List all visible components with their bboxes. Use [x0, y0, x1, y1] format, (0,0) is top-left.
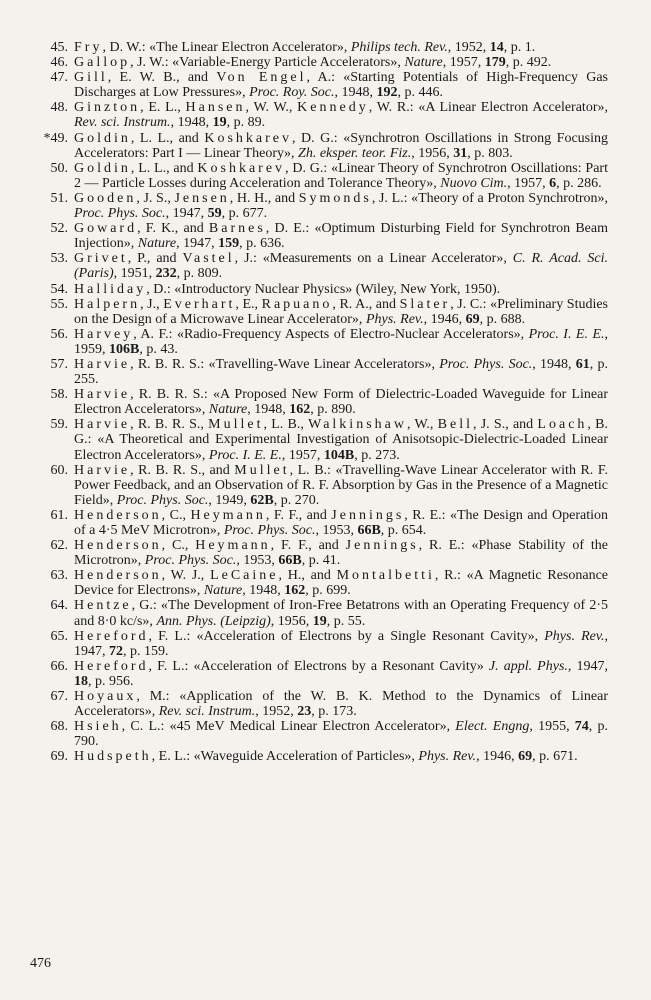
reference-text: , p. 286.	[556, 175, 602, 191]
reference-text: , 1949,	[208, 492, 251, 508]
journal-title: Proc. Roy. Soc.	[249, 85, 335, 101]
volume-number: 179	[484, 55, 506, 71]
reference-item	[28, 417, 608, 462]
reference-text: , p. 688.	[479, 311, 526, 327]
reference-item	[28, 629, 608, 659]
reference-text: , G.: «The Development of Iron-Free Betatrons with an Operating Frequency of 2·5 and 8·0 kc/s»,	[74, 598, 608, 629]
reference-text: , 1947,	[176, 236, 219, 252]
reference-number: 61.	[50, 507, 68, 523]
volume-number: 66B	[357, 523, 381, 538]
reference-item	[28, 598, 608, 628]
reference-text: , 1957,	[281, 447, 324, 463]
reference-text: , D. G.: «Synchrotron Oscillations in Strong Focusing Accelerators: Part I — Linear Theory»,	[74, 130, 608, 161]
reference-item	[28, 251, 608, 281]
reference-text: , 1947,	[567, 658, 609, 674]
journal-title: Ann. Phys. (Leipzig)	[156, 613, 271, 629]
reference-text: , 1948,	[247, 402, 290, 418]
reference-text: , D. G.: «Linear Theory of Synchrotron Oscillations: Part 2 — Particle Losses during Acceleration and Tolerance Theory»,	[74, 160, 608, 191]
author-name: Gill	[74, 70, 108, 86]
reference-list	[28, 40, 608, 765]
journal-title: Proc. Phys. Soc.	[144, 553, 237, 569]
reference-text: , J. W.: «Variable-Energy Particle Accelerators»,	[130, 55, 405, 71]
reference-text: , R. B. R. S.,	[130, 417, 209, 433]
reference-text: , R. A., and	[332, 296, 400, 312]
journal-title: C. R. Acad. Sci. (Paris)	[74, 251, 608, 282]
reference-text: , C.,	[161, 538, 196, 554]
reference-text: , 1952,	[255, 704, 298, 720]
author-name: Montalbetti	[336, 568, 435, 584]
reference-text: , p. 803.	[467, 145, 513, 161]
reference-text: , W.,	[406, 417, 438, 433]
reference-text: , p. 273.	[354, 447, 400, 463]
reference-number: 54.	[50, 281, 68, 297]
reference-number: 52.	[50, 221, 68, 237]
reference-number: 69.	[50, 749, 68, 765]
reference-text: , p. 492.	[505, 55, 552, 71]
reference-text: , 1952,	[447, 40, 490, 55]
author-name: Gooden	[74, 190, 137, 206]
author-name: Henderson	[74, 538, 162, 554]
author-name: Jensen	[174, 190, 230, 206]
reference-text: , L. L., and	[130, 130, 205, 146]
author-name: Von Engel	[216, 70, 307, 86]
reference-text: , H. H., and	[229, 190, 299, 206]
journal-title: Phys. Rev.	[365, 311, 424, 327]
reference-item	[28, 508, 608, 538]
journal-title: Philips tech. Rev.	[350, 40, 448, 55]
reference-text: , A.: «Starting Potentials of High-Frequency Gas Discharges at Low Pressures»,	[74, 70, 608, 101]
author-name: Bell	[437, 417, 473, 433]
volume-number: 31	[453, 145, 468, 161]
journal-title: Proc. Phys. Soc.	[439, 356, 533, 372]
reference-text: , R.: «A Magnetic Resonance Device for Electrons»,	[74, 568, 609, 599]
reference-text: , W. J.,	[161, 568, 211, 584]
reference-text: , p. 446.	[397, 85, 444, 101]
volume-number: 6	[549, 175, 557, 191]
reference-item	[28, 191, 608, 221]
reference-text: , P., and	[127, 251, 183, 267]
reference-number: 65.	[50, 628, 68, 644]
reference-text: , W. W.,	[245, 100, 298, 116]
author-name: Symonds	[298, 190, 372, 206]
volume-number: 23	[297, 704, 312, 720]
reference-text: , 1959,	[74, 326, 608, 357]
reference-number: 62.	[50, 538, 68, 554]
reference-item	[28, 221, 608, 251]
reference-text: , 1957,	[507, 175, 550, 191]
reference-text: , 1947,	[165, 206, 208, 222]
author-name: Henderson	[74, 507, 162, 523]
reference-text: , J.: «Measurements on a Linear Accelerator»,	[234, 251, 513, 267]
reference-item	[28, 161, 608, 191]
volume-number: 69	[465, 311, 480, 327]
volume-number: 19	[312, 613, 327, 629]
reference-item	[28, 659, 608, 689]
reference-item	[28, 327, 608, 357]
reference-text: , 1947,	[74, 628, 609, 659]
reference-text: , 1957,	[442, 55, 485, 71]
reference-text: , p. 890.	[310, 402, 356, 418]
volume-number: 72	[109, 643, 123, 659]
reference-text: , p. 809.	[176, 266, 223, 282]
reference-text: , R. B. R. S.: «Travelling-Wave Linear Accelerators»,	[130, 356, 440, 372]
author-name: Gallop	[74, 55, 131, 71]
author-name: Grivet	[74, 251, 128, 267]
reference-number: 57.	[50, 356, 68, 372]
reference-text: , 1951,	[113, 266, 156, 282]
volume-number: 66B	[278, 553, 302, 569]
reference-item	[28, 689, 608, 719]
reference-number: 45.	[50, 40, 68, 55]
reference-text: , F. K., and	[137, 221, 209, 237]
author-name: Hentze	[74, 598, 132, 614]
reference-text: , p. 677.	[221, 206, 268, 222]
journal-title: Proc. I. E. E.	[528, 326, 605, 342]
reference-text: , J. C.: «Preliminary Studies on the Design of a Microwave Linear Accelerator»,	[74, 296, 609, 327]
author-name: Heymann	[190, 507, 266, 523]
reference-text: , H., and	[278, 568, 337, 584]
author-name: Hereford	[74, 658, 149, 674]
reference-text: , R. E.: «The Design and Operation of a 4·5 MeV Microtron»,	[74, 507, 609, 538]
author-name: Koshkarev	[197, 160, 286, 176]
reference-number: *49.	[43, 130, 68, 146]
reference-item	[28, 70, 608, 100]
author-name: Fry	[74, 40, 103, 55]
reference-item	[28, 568, 608, 598]
reference-text: , C.,	[161, 507, 191, 523]
reference-number: 68.	[50, 719, 68, 735]
reference-text: , J.,	[140, 296, 164, 312]
author-name: Everhart	[163, 296, 236, 312]
reference-text: , D. W.: «The Linear Electron Accelerator»,	[102, 40, 351, 55]
reference-text: , C. L.: «45 MeV Medical Linear Electron Accelerator»,	[121, 719, 456, 735]
reference-item	[28, 538, 608, 568]
journal-title: Proc. Phys. Soc.	[116, 492, 209, 508]
reference-text: , E. L.: «Waveguide Acceleration of Particles»,	[151, 749, 419, 765]
author-name: Halliday	[74, 281, 147, 297]
author-name: Hoyaux	[74, 689, 137, 705]
journal-title: Nature	[203, 583, 243, 599]
reference-text: , R. B. R. S.: «A Proposed New Form of Dielectric-Loaded Waveguide for Linear Electron Accelerators»,	[74, 387, 608, 418]
journal-title: Nature	[137, 236, 177, 252]
reference-text: , W. R.: «A Linear Electron Accelerator»,	[368, 100, 608, 116]
reference-text: , p. 956.	[88, 673, 134, 689]
reference-text: , D.: «Introductory Nuclear Physics» (Wiley, New York, 1950).	[146, 281, 501, 297]
journal-title: Nature	[208, 402, 248, 418]
reference-text: , 1946,	[476, 749, 519, 765]
reference-text: , J. L.: «Theory of a Proton Synchrotron»,	[371, 190, 609, 206]
author-name: Hudspeth	[74, 749, 152, 765]
reference-text: , 1948,	[170, 115, 213, 131]
author-name: Hansen	[185, 100, 246, 116]
reference-text: , p. 790.	[74, 719, 609, 750]
reference-item	[28, 131, 608, 161]
page-number: 476	[30, 956, 51, 971]
reference-item	[28, 40, 608, 55]
reference-item	[28, 463, 608, 508]
reference-text: , 1953,	[315, 523, 358, 538]
author-name: LeCaine	[210, 568, 279, 584]
reference-number: 46.	[50, 55, 68, 71]
reference-item	[28, 282, 608, 297]
volume-number: 162	[284, 583, 306, 599]
reference-text: , p. 55.	[326, 613, 366, 629]
reference-text: , L. L., and	[130, 160, 198, 176]
reference-text: , A. F.: «Radio-Frequency Aspects of Electro-Nuclear Accelerators»,	[133, 326, 529, 342]
reference-text: , 1948,	[334, 85, 377, 101]
reference-text: , 1953,	[236, 553, 279, 569]
author-name: Jennings	[331, 507, 405, 523]
reference-text: , F. F., and	[270, 538, 346, 554]
reference-text: , p. 270.	[273, 492, 320, 508]
journal-title: Rev. sci. Instrum.	[74, 115, 171, 131]
reference-text: , p. 699.	[305, 583, 351, 599]
reference-item	[28, 719, 608, 749]
reference-item	[28, 387, 608, 417]
volume-number: 192	[376, 85, 398, 101]
reference-text: , F. L.: «Acceleration of Electrons by a Single Resonant Cavity»,	[148, 628, 545, 644]
reference-text: , 1956,	[411, 145, 454, 161]
author-name: Koshkarev	[204, 130, 292, 146]
reference-text: , p. 173.	[311, 704, 357, 720]
volume-number: 106B	[109, 341, 140, 357]
reference-number: 64.	[50, 598, 68, 614]
reference-text: , p. 43.	[139, 341, 178, 357]
reference-text: , M.: «Application of the W. B. K. Method to the Dynamics of Linear Accelerators»,	[74, 689, 608, 720]
reference-text: , J. S.,	[136, 190, 175, 206]
reference-number: 55.	[50, 296, 68, 312]
reference-text: , p. 255.	[74, 356, 609, 388]
volume-number: 19	[212, 115, 227, 131]
reference-text: , p. 636.	[239, 236, 285, 252]
reference-number: 50.	[50, 160, 68, 176]
reference-text: , F. L.: «Acceleration of Electrons by a Resonant Cavity»	[148, 658, 489, 674]
author-name: Harvie	[74, 387, 131, 403]
reference-text: , J. S., and	[472, 417, 538, 433]
reference-text: , p. 89.	[226, 115, 266, 131]
reference-text: , p. 654.	[380, 523, 427, 538]
reference-text: , B. G.: «A Theoretical and Experimental Investigation of Anisotsopic-Dielectric-Loaded Linear Electron Accelerators»,	[74, 417, 608, 463]
author-name: Mullet	[208, 417, 264, 433]
reference-text: , D. E.: «Optimum Disturbing Field for Synchrotron Beam Injection»,	[74, 221, 608, 252]
reference-text: , 1948,	[242, 583, 285, 599]
reference-number: 47.	[50, 70, 68, 86]
author-name: Goldin	[74, 160, 131, 176]
reference-text: , 1956,	[270, 613, 313, 629]
volume-number: 74	[574, 719, 589, 735]
author-name: Harvey	[74, 326, 134, 342]
reference-number: 60.	[50, 462, 68, 478]
reference-item	[28, 749, 608, 764]
author-name: Henderson	[74, 568, 162, 584]
reference-text: , 1955,	[529, 719, 575, 735]
journal-title: Proc. Phys. Soc.	[223, 523, 316, 538]
author-name: Goldin	[74, 130, 131, 146]
author-name: Harvie	[74, 462, 131, 478]
reference-text: , E.,	[235, 296, 262, 312]
reference-text: , E. L.,	[140, 100, 186, 116]
journal-title: Nuovo Cim.	[440, 175, 508, 191]
author-name: Hereford	[74, 628, 149, 644]
author-name: Goward	[74, 221, 138, 237]
author-name: Loach	[537, 417, 588, 433]
author-name: Kennedy	[297, 100, 369, 116]
author-name: Mullet	[234, 462, 290, 478]
reference-item	[28, 55, 608, 70]
reference-number: 51.	[50, 190, 68, 206]
reference-number: 53.	[50, 251, 68, 267]
journal-title: Rev. sci. Instrum.	[158, 704, 256, 720]
reference-text: , R. B. R. S., and	[130, 462, 235, 478]
journal-title: Nature	[404, 55, 443, 71]
journal-title: Elect. Engng	[455, 719, 530, 735]
volume-number: 59	[207, 206, 222, 222]
reference-item	[28, 100, 608, 130]
journal-title: J. appl. Phys.	[488, 658, 568, 674]
author-name: Jennings	[345, 538, 419, 554]
journal-title: Proc. Phys. Soc.	[74, 206, 166, 222]
reference-number: 58.	[50, 387, 68, 403]
volume-number: 159	[218, 236, 240, 252]
reference-text: , p. 671.	[532, 749, 578, 765]
journal-title: Zh. eksper. teor. Fiz.	[298, 145, 412, 161]
volume-number: 104B	[323, 447, 355, 463]
reference-item	[28, 297, 608, 327]
reference-number: 59.	[50, 417, 68, 433]
reference-item	[28, 357, 608, 387]
author-name: Ginzton	[74, 100, 141, 116]
author-name: Slater	[399, 296, 451, 312]
volume-number: 61	[575, 356, 590, 372]
reference-number: 66.	[50, 658, 68, 674]
author-name: Heymann	[195, 538, 271, 554]
reference-number: 48.	[50, 100, 68, 116]
volume-number: 14	[489, 40, 504, 55]
journal-title: Proc. I. E. E.	[208, 447, 282, 463]
author-name: Rapuano	[261, 296, 333, 312]
volume-number: 232	[155, 266, 177, 282]
volume-number: 18	[74, 673, 88, 689]
volume-number: 162	[289, 402, 311, 418]
volume-number: 62B	[250, 492, 274, 508]
reference-text: , E. W. B., and	[107, 70, 217, 86]
author-name: Halpern	[74, 296, 141, 312]
reference-text: , 1946,	[423, 311, 466, 327]
journal-title: Phys. Rev.	[418, 749, 477, 765]
author-name: Harvie	[74, 356, 131, 372]
author-name: Walkinshaw	[308, 417, 407, 433]
reference-text: , L. B.,	[263, 417, 309, 433]
reference-number: 63.	[50, 568, 68, 584]
reference-number: 56.	[50, 326, 68, 342]
reference-text: , p. 41.	[301, 553, 341, 569]
author-name: Vastel	[182, 251, 235, 267]
author-name: Barnes	[208, 221, 266, 237]
author-name: Harvie	[74, 417, 131, 433]
reference-text: , R. E.: «Phase Stability of the Microtron»,	[74, 538, 609, 569]
reference-text: , L. B.: «Travelling-Wave Linear Accelerator with R. F. Power Feedback, and an Observation of R. F. Absorption by Gas in the Presence of a Magnetic Field»,	[74, 462, 608, 508]
reference-number: 67.	[50, 689, 68, 705]
author-name: Hsieh	[74, 719, 122, 735]
reference-text: , 1948,	[532, 356, 576, 372]
reference-text: , p. 159.	[123, 643, 169, 659]
journal-title: Phys. Rev.	[544, 628, 605, 644]
volume-number: 69	[518, 749, 533, 765]
reference-text: , F. F., and	[265, 507, 332, 523]
reference-text: , p. 1.	[503, 40, 536, 55]
